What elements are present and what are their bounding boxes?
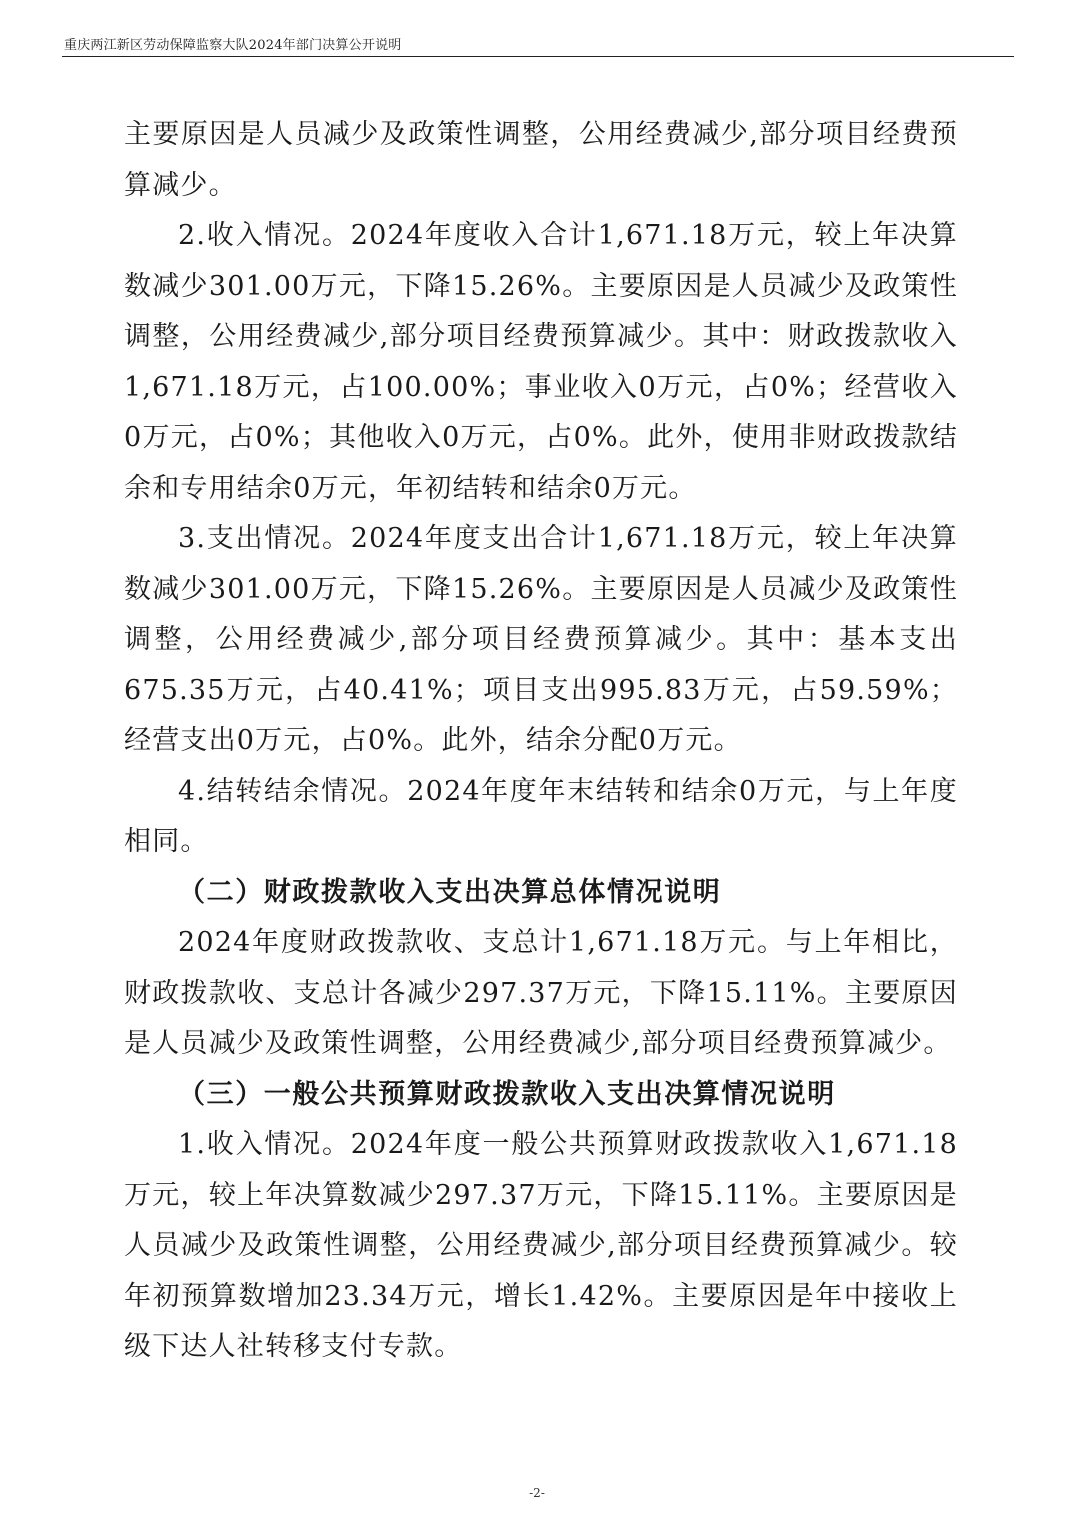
section-heading-general-budget: （三）一般公共预算财政拨款收入支出决算情况说明 [178, 1078, 836, 1110]
document-body [124, 110, 958, 1373]
paragraph-expenditure: 3.支出情况。2024年度支出合计1,671.18万元，较上年决算数减少301.00万元，下降15.26%。主要原因是人员减少及政策性调整，公用经费减少,部分项目经费预算减少。其中：基本支出675.35万元，占40.41%；项目支出995.83万元，占59.59%；经营支出0万元，占0%。此外，结余分配0万元。 [124, 523, 958, 756]
header-title: 重庆两江新区劳动保障监察大队2024年部门决算公开说明 [64, 38, 402, 53]
paragraph-continuation: 主要原因是人员减少及政策性调整，公用经费减少,部分项目经费预算减少。 [124, 119, 958, 201]
paragraph-carryover: 4.结转结余情况。2024年度年末结转和结余0万元，与上年度相同。 [124, 775, 958, 857]
section-heading-fiscal-appropriation: （二）财政拨款收入支出决算总体情况说明 [178, 876, 722, 908]
paragraph-general-budget-income: 1.收入情况。2024年度一般公共预算财政拨款收入1,671.18万元，较上年决算数减少297.37万元，下降15.11%。主要原因是人员减少及政策性调整，公用经费减少,部分项目经费预算减少。较年初预算数增加23.34万元，增长1.42%。主要原因是年中接收上级下达人社转移支付专款。 [124, 1129, 958, 1362]
page-header [62, 30, 1014, 57]
paragraph-fiscal-appropriation: 2024年度财政拨款收、支总计1,671.18万元。与上年相比，财政拨款收、支总计各减少297.37万元，下降15.11%。主要原因是人员减少及政策性调整，公用经费减少,部分项目经费预算减少。 [124, 927, 958, 1059]
page-number: -2- [529, 1486, 545, 1500]
paragraph-income: 2.收入情况。2024年度收入合计1,671.18万元，较上年决算数减少301.00万元，下降15.26%。主要原因是人员减少及政策性调整，公用经费减少,部分项目经费预算减少。其中：财政拨款收入1,671.18万元，占100.00%；事业收入0万元，占0%；经营收入0万元，占0%；其他收入0万元，占0%。此外，使用非财政拨款结余和专用结余0万元，年初结转和结余0万元。 [124, 220, 958, 504]
